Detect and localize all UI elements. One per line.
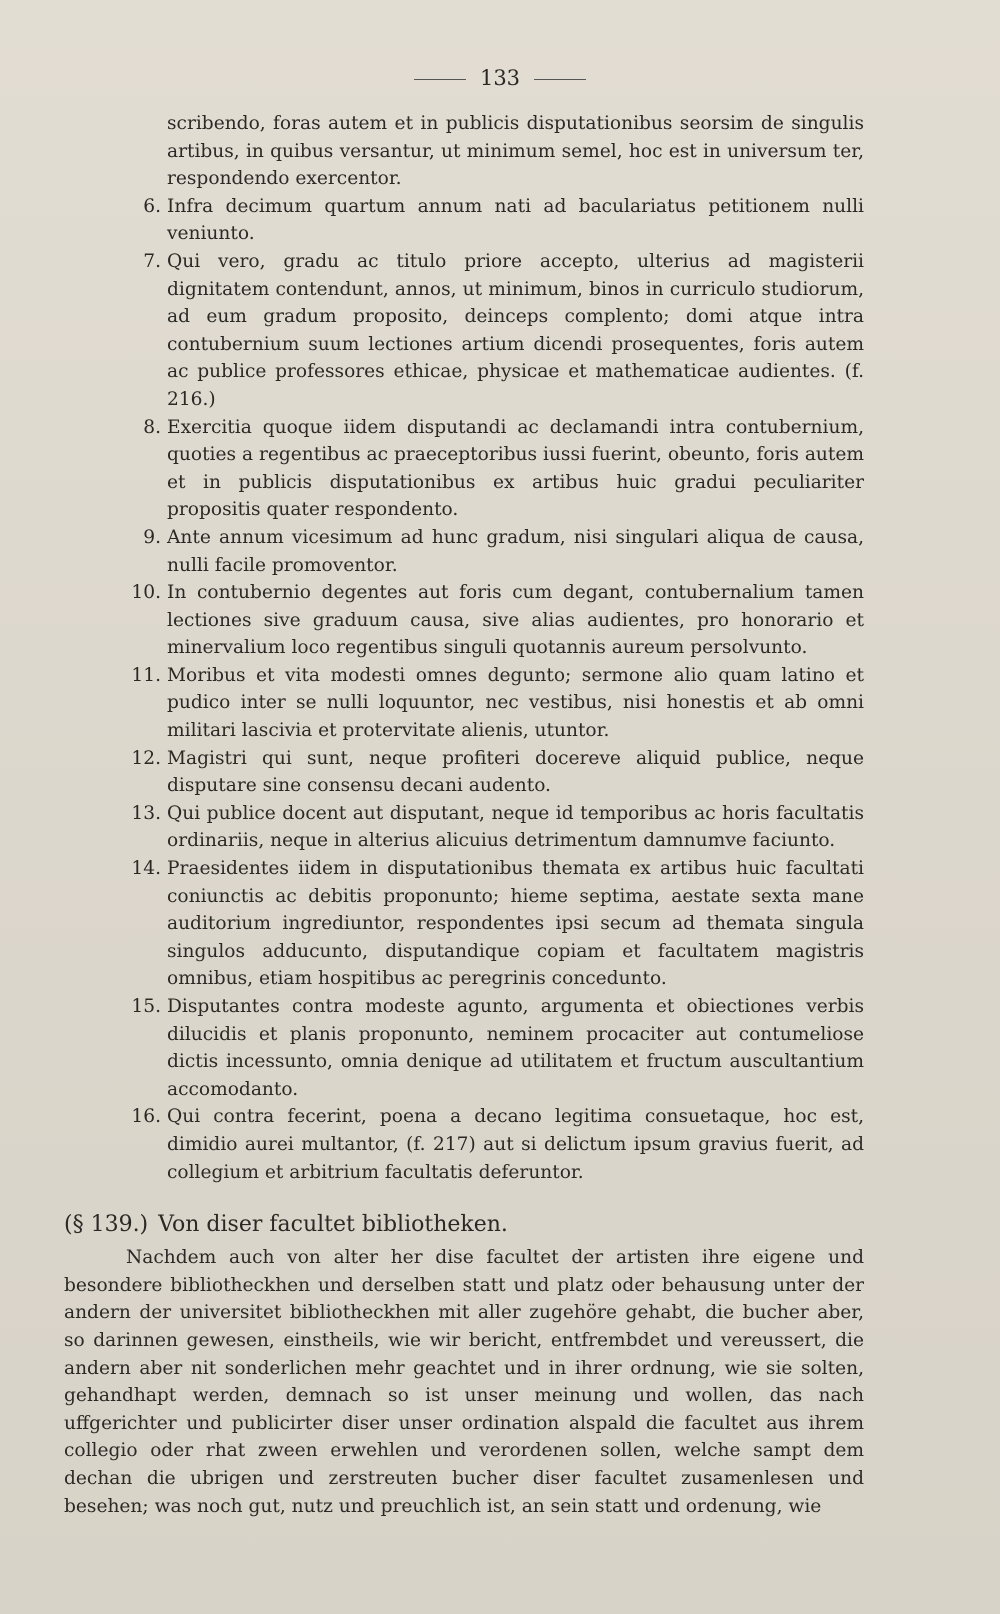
- item-number: 8.: [143, 416, 161, 438]
- item-text: Infra decimum quartum annum nati ad baculariatus petitionem nulli veniunto.: [167, 195, 864, 245]
- item-number: 16.: [131, 1106, 161, 1128]
- item-number: 14.: [131, 858, 161, 880]
- item-text: Disputantes contra modeste agunto, argumenta et obiectiones verbis dilucidis et planis proponunto, neminem procaciter aut contumeliose dictis incessunto, omnia denique ad utilitatem et fructum auscultantium accomodanto.: [167, 996, 864, 1100]
- statute-item: [64, 579, 864, 662]
- page-number: 133: [479, 66, 521, 90]
- statute-item: [64, 662, 864, 745]
- item-number: 15.: [131, 996, 161, 1017]
- statute-item: [64, 248, 864, 414]
- item-number: 6.: [143, 195, 161, 217]
- item-text: Magistri qui sunt, neque profiteri docereve aliquid publice, neque disputare sine consensu decani audento.: [167, 747, 864, 797]
- item-text: scribendo, foras autem et in publicis disputationibus seorsim de singulis artibus, in quibus versantur, ut minimum semel, hoc est in universum ter, respondendo exercentor.: [167, 113, 864, 190]
- item-text: Moribus et vita modesti omnes degunto; sermone alio quam latino et pudico inter se nulli loquuntor, nec vestibus, nisi honestis et ab omni militari lascivia et protervitate alienis, utuntor.: [167, 664, 864, 742]
- section-heading: [64, 1208, 864, 1242]
- statute-item: [64, 855, 864, 993]
- body-paragraph: Nachdem auch von alter her dise facultet der artisten ihre eigene und besondere bibliotheckhen und derselben statt und platz oder behausung unter der andern der universitet bibliotheckhen mit aller zugehöre gehabt, die bucher aber, so darinnen gewesen, einstheils, wie wir bericht, entfrembdet und vereussert, die andern aber nit sonderlichen mehr geachtet und in ihrer ordnung, wie sie solten, gehandhapt werden, demnach so ist unser meinung und wollen, das nach uffgerichter und publicirter diser unser ordination alspald die facultet aus ihrem collegio oder rhat zween erwehlen und verordenen sollen, welche sampt dem dechan die ubrigen und zerstreuten bucher diser facultet zusamenlesen und besehen; was noch gut, nutz und preuchlich ist, an sein statt und ordenung, wie: [64, 1247, 864, 1517]
- statute-item: [64, 524, 864, 579]
- section-label: (§ 139.): [64, 1212, 149, 1238]
- statute-item: [64, 193, 864, 248]
- statute-item: [64, 414, 864, 524]
- header-rule-right: [534, 79, 586, 80]
- page-header: [0, 66, 1000, 90]
- section-title: Von diser facultet bibliotheken.: [158, 1212, 508, 1238]
- statute-item: [64, 1103, 864, 1186]
- statute-item: [64, 110, 864, 193]
- item-number: 12.: [131, 747, 161, 769]
- item-number: 11.: [131, 664, 161, 686]
- item-text: Ante annum vicesimum ad hunc gradum, nisi singulari aliqua de causa, nulli facile promoventor.: [167, 526, 864, 576]
- item-number: 7.: [143, 250, 161, 272]
- item-number: 10.: [131, 582, 161, 604]
- statute-item: [64, 800, 864, 855]
- header-rule-left: [414, 79, 466, 80]
- item-number: 9.: [143, 526, 161, 548]
- item-text: Qui vero, gradu ac titulo priore accepto, ulterius ad magisterii dignitatem contendunt, annos, ut minimum, binos in curriculo studiorum, ad eum gradum proposito, deinceps complento; domi atque intra contubernium suum lectiones artium dicendi prosequentes, foris autem ac publice professores ethicae, physicae et mathematicae audientes. (f. 216.): [167, 250, 864, 410]
- item-text: Qui contra fecerint, poena a decano legitima consuetaque, hoc est, dimidio aurei multantor, (f. 217) aut si delictum ipsum gravius fuerit, ad collegium et arbitrium facultatis deferuntor.: [167, 1106, 864, 1183]
- item-text: Praesidentes iidem in disputationibus themata ex artibus huic facultati coniunctis ac debitis proponunto; hieme septima, aestate sexta mane auditorium ingrediuntor, respondentes ipsi secum ad themata singula singulos adducunto, disputandique copiam et facultatem magistris omnibus, etiam hospitibus ac peregrinis concedunto.: [167, 858, 864, 990]
- item-text: Exercitia quoque iidem disputandi ac declamandi intra contubernium, quoties a regentibus ac praeceptoribus iussi fuerint, obeunto, foris autem et in publicis disputationibus ex artibus huic gradui peculiariter propositis quater respondento.: [167, 416, 864, 521]
- item-text: Qui publice docent aut disputant, neque id temporibus ac horis facultatis ordinariis, neque in alterius alicuius detrimentum damnumve faciunto.: [167, 802, 864, 852]
- item-text: In contubernio degentes aut foris cum degant, contubernalium tamen lectiones sive graduum causa, sive alias audientes, pro honorario et minervalium loco regentibus singuli quotannis aureum persolvunto.: [167, 582, 864, 659]
- item-number: 13.: [131, 802, 161, 824]
- page-body: [64, 110, 864, 1520]
- statute-item: [64, 745, 864, 800]
- statute-item: [64, 993, 864, 1103]
